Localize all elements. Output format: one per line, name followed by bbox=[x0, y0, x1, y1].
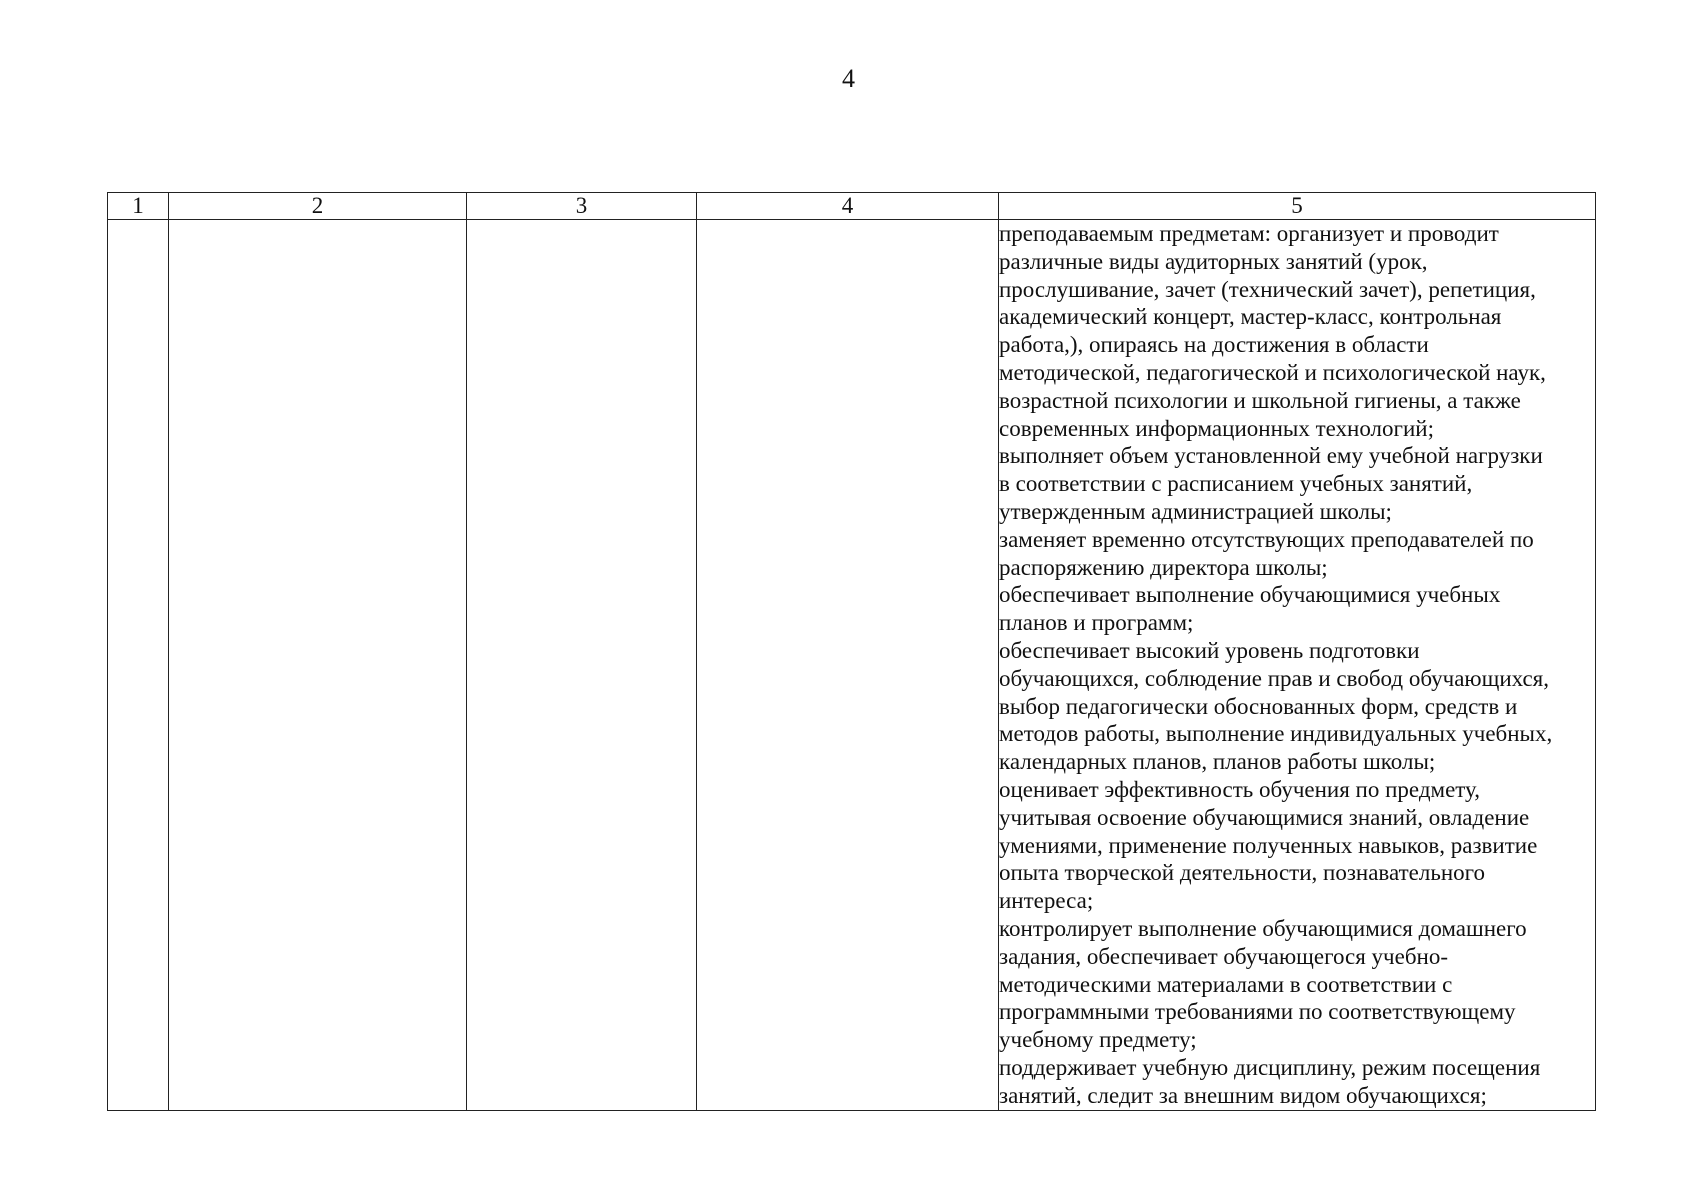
table-row bbox=[108, 220, 1596, 1111]
duty-line: выполняет объем установленной ему учебной нагрузки bbox=[999, 443, 1543, 469]
duty-line: в соответствии с расписанием учебных занятий, bbox=[999, 471, 1473, 497]
duty-line: заменяет временно отсутствующих преподавателей по bbox=[999, 526, 1534, 552]
duty-line: обеспечивает высокий уровень подготовки bbox=[999, 637, 1420, 663]
duty-line: выбор педагогически обоснованных форм, средств и bbox=[999, 693, 1518, 719]
duty-line: оценивает эффективность обучения по предмету, bbox=[999, 776, 1480, 802]
duty-line: программными требованиями по соответствующему bbox=[999, 999, 1516, 1025]
column-header-1: 1 bbox=[108, 193, 169, 220]
column-header-4: 4 bbox=[697, 193, 999, 220]
column-header-3: 3 bbox=[467, 193, 697, 220]
duty-line: различные виды аудиторных занятий (урок, bbox=[999, 248, 1428, 274]
cell-col1 bbox=[108, 220, 169, 1111]
cell-col4 bbox=[697, 220, 999, 1111]
duty-line: учебному предмету; bbox=[999, 1027, 1197, 1053]
duty-line: современных информационных технологий; bbox=[999, 415, 1434, 441]
duty-line: обеспечивает выполнение обучающимися учебных bbox=[999, 582, 1501, 608]
duty-line: методов работы, выполнение индивидуальных учебных, bbox=[999, 721, 1553, 747]
duty-line: контролирует выполнение обучающимися домашнего bbox=[999, 915, 1527, 941]
duty-line: поддерживает учебную дисциплину, режим посещения bbox=[999, 1054, 1541, 1080]
duty-line: прослушивание, зачет (технический зачет), репетиция, bbox=[999, 276, 1536, 302]
duty-line: календарных планов, планов работы школы; bbox=[999, 749, 1436, 775]
duty-line: академический концерт, мастер-класс, контрольная bbox=[999, 304, 1502, 330]
duty-line: методической, педагогической и психологической наук, bbox=[999, 359, 1546, 385]
duty-line: работа,), опираясь на достижения в области bbox=[999, 332, 1429, 358]
duty-line: умениями, применение полученных навыков, развитие bbox=[999, 832, 1538, 858]
duty-line: учитывая освоение обучающимися знаний, овладение bbox=[999, 804, 1530, 830]
duties-table bbox=[107, 192, 1596, 1111]
duty-line: методическими материалами в соответствии с bbox=[999, 971, 1453, 997]
duty-line: распоряжению директора школы; bbox=[999, 554, 1328, 580]
cell-col2 bbox=[169, 220, 467, 1111]
duty-line: обучающихся, соблюдение прав и свобод обучающихся, bbox=[999, 665, 1550, 691]
page-number: 4 bbox=[842, 64, 855, 93]
duty-line: опыта творческой деятельности, познавательного bbox=[999, 860, 1485, 886]
duty-line: преподаваемым предметам: организует и проводит bbox=[999, 221, 1499, 246]
header-row bbox=[108, 193, 1596, 220]
duty-line: утвержденным администрацией школы; bbox=[999, 498, 1392, 524]
duty-line: планов и программ; bbox=[999, 610, 1194, 636]
duty-line: задания, обеспечивает обучающегося учебно- bbox=[999, 943, 1449, 969]
column-header-2: 2 bbox=[169, 193, 467, 220]
duty-line: интереса; bbox=[999, 888, 1094, 914]
column-header-5: 5 bbox=[999, 193, 1596, 220]
duty-line: занятий, следит за внешним видом обучающихся; bbox=[999, 1082, 1487, 1108]
duty-line: возрастной психологии и школьной гигиены, а также bbox=[999, 387, 1521, 413]
cell-col3 bbox=[467, 220, 697, 1111]
cell-col5-duties bbox=[999, 220, 1596, 1111]
